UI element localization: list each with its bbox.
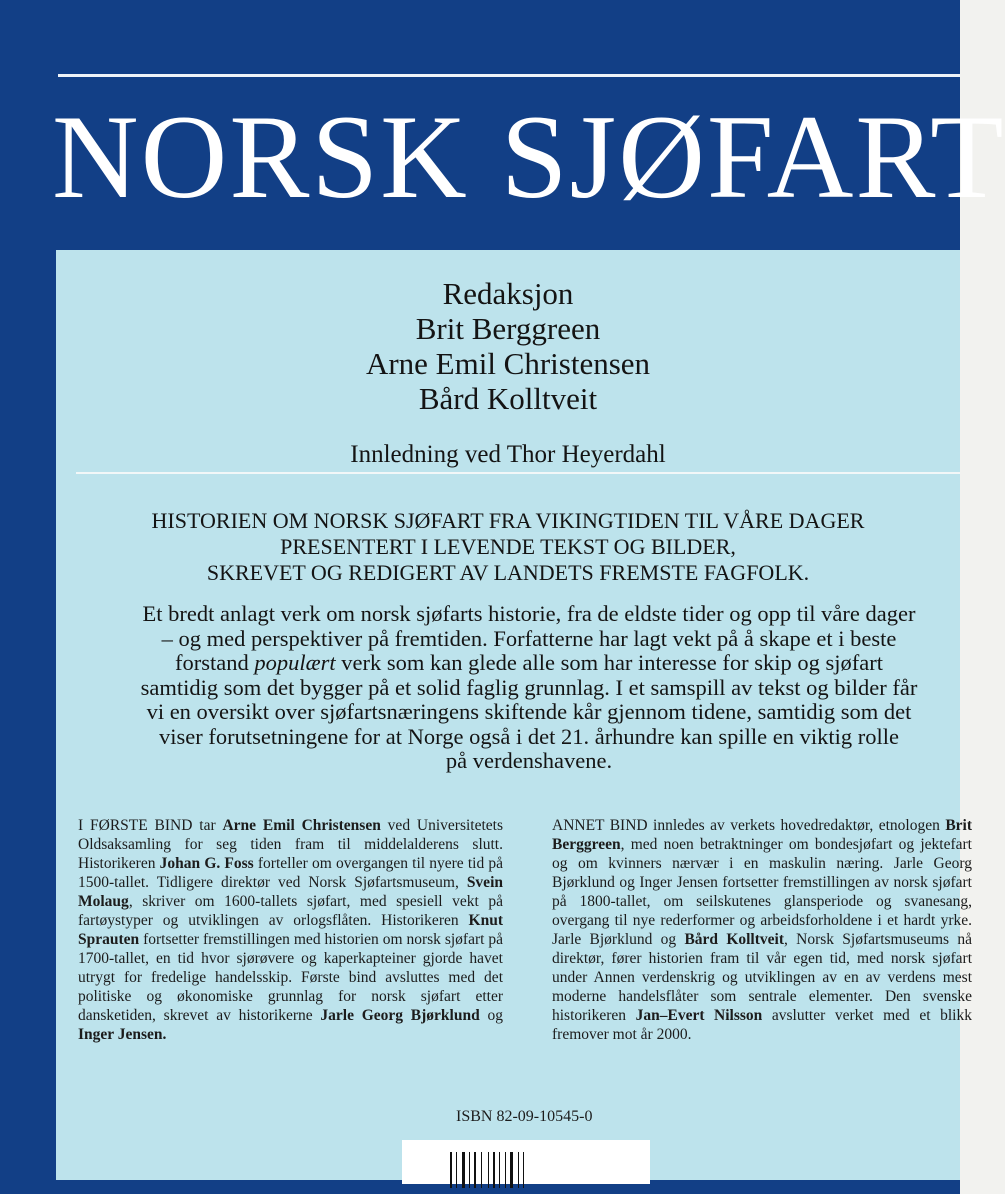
barcode-bar xyxy=(450,1152,452,1188)
author-name: Jan–Evert Nilsson xyxy=(635,1007,763,1024)
first-volume-column xyxy=(78,816,503,1044)
description-paragraph xyxy=(94,602,964,774)
tagline-line: HISTORIEN OM NORSK SJØFART FRA VIKINGTIDEN TIL VÅRE DAGER xyxy=(151,508,865,533)
barcode-bar xyxy=(493,1152,495,1188)
editor-name: Bård Kolltveit xyxy=(418,381,598,416)
isbn-number: ISBN 82-09-10545-0 xyxy=(456,1108,593,1125)
barcode-bar xyxy=(481,1152,482,1188)
description-emphasis: populært xyxy=(254,650,336,675)
column-text: forteller om overgangen til nyere tid på 1500-tallet. Tidligere direktør ved Norsk Sjøfartsmuseum, xyxy=(78,855,503,891)
column-text: , skriver om 1600-tallets sjøfart, med spesiell vekt på fartøystyper og utviklingen av orlogsflåten. Historikeren xyxy=(78,893,503,929)
top-rule xyxy=(58,74,960,77)
description-line: på verdenshavene. xyxy=(445,748,613,773)
description-line: – og med perspektiver på fremtiden. Forfatterne har lagt vekt på å skape et i beste xyxy=(161,625,897,651)
barcode-bar xyxy=(469,1152,470,1188)
barcode-bar xyxy=(456,1152,457,1188)
barcode-bar xyxy=(462,1152,465,1188)
description-text: verk som kan glede alle som har interesse for skip og sjøfart xyxy=(335,650,883,675)
column-text: ved Universitetets Oldsaksamling for seg tiden fram til middelalderens slutt. Historikeren xyxy=(78,817,503,872)
description-line xyxy=(94,651,964,676)
barcode-bar xyxy=(499,1152,500,1188)
barcode-bar xyxy=(510,1152,513,1188)
description-line: vi en oversikt over sjøfartsnæringens skiftende kår gjennom tidene, samtidig som det xyxy=(146,699,912,724)
editor-name: Brit Berggreen xyxy=(415,311,601,346)
column-text: , med noen betraktninger om bondesjøfart og jektefart og om kvinners nærvær i en maskulin næring. Jarle Georg Bjørklund og Inger Jensen fortsetter fremstillingen av norsk sjøfart på 1800-tallet, om seilskutenes glansperiode og svanesang, overgang til nye rederformer og arbeidsforholdene i et hardt yrke. Jarle Bjørklund og xyxy=(552,836,972,948)
barcode xyxy=(450,1152,600,1188)
author-name: Brit Berggreen xyxy=(552,817,972,853)
panel-divider xyxy=(76,472,960,474)
text-panel xyxy=(56,250,972,1180)
author-name: Johan G. Foss xyxy=(159,855,254,872)
author-name: Bård Kolltveit xyxy=(684,931,784,948)
author-name: Knut Sprauten xyxy=(78,912,503,948)
author-name: Svein Molaug xyxy=(78,874,503,910)
editors-block xyxy=(56,276,960,416)
author-name: Arne Emil Christensen xyxy=(222,817,381,834)
description-line: viser forutsetningene for at Norge også i det 21. århundre kan spille en viktig rolle xyxy=(158,723,899,749)
description-text: forstand xyxy=(175,650,255,675)
column-text: fortsetter fremstillingen med historien om norsk sjøfart på 1700-tallet, en tid hvor sjørøvere og kaperkapteiner gjorde havet utrygt for fredelige handelsskip. Første bind avsluttes med det politiske og økonomiske grunnlag for norsk sjøfart etter dansketiden, skrevet av historikerne xyxy=(78,931,503,1024)
barcode-bar xyxy=(474,1152,476,1188)
barcode-bar xyxy=(488,1152,489,1188)
column-text: I FØRSTE BIND tar xyxy=(78,817,223,834)
column-text: , Norsk Sjøfartsmuseums nå direktør, fører historien fram til vår egen tid, med norsk sjøfart under Annen verdenskrig og utviklingen av en av verdens mest moderne handelsflåter som sentrale elementer. Den svenske historikeren xyxy=(552,931,972,1024)
author-name: Jarle Georg Bjørklund xyxy=(320,1007,480,1024)
editors-heading: Redaksjon xyxy=(442,276,574,311)
column-text: avslutter verket med et blikk fremover mot år 2000. xyxy=(552,1007,972,1043)
column-text: ANNET BIND innledes av verkets hovedredaktør, etnologen xyxy=(552,817,946,834)
barcode-bar xyxy=(518,1152,519,1188)
tagline-line: SKREVET OG REDIGERT AV LANDETS FREMSTE FAGFOLK. xyxy=(206,560,810,585)
introduction-credit: Innledning ved Thor Heyerdahl xyxy=(350,441,666,468)
tagline xyxy=(56,508,960,586)
barcode-bar xyxy=(523,1152,524,1188)
barcode-sticker xyxy=(402,1140,650,1184)
author-name: Inger Jensen. xyxy=(78,1026,167,1043)
description-line: Et bredt anlagt verk om norsk sjøfarts historie, fra de eldste tider og opp til våre dager xyxy=(142,601,916,626)
column-text: og xyxy=(479,1007,503,1024)
cover-title: NORSK SJØFART xyxy=(52,90,1005,223)
barcode-bar xyxy=(505,1152,506,1188)
description-line: samtidig som det bygger på et solid faglig grunnlag. I et samspill av tekst og bilder får xyxy=(140,674,918,700)
second-volume-column xyxy=(552,816,972,1044)
editor-name: Arne Emil Christensen xyxy=(365,346,651,381)
tagline-line: PRESENTERT I LEVENDE TEKST OG BILDER, xyxy=(280,534,736,559)
